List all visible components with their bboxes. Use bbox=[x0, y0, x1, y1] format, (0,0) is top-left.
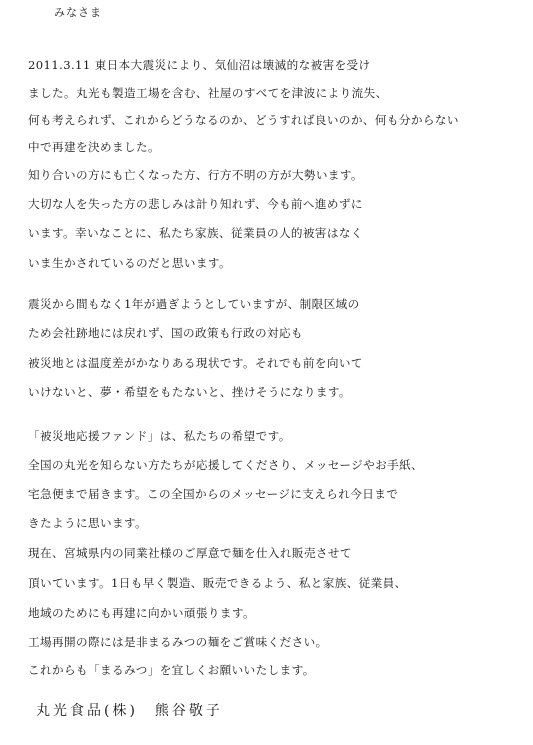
paragraph-3-line: 工場再開の際には是非まるみつの麺をご賞味ください。 bbox=[28, 635, 328, 649]
paragraph-1-line: 何も考えられず、これからどうなるのか、どうすれば良いのか、何も分からない bbox=[28, 113, 459, 127]
paragraph-1-line: 知り合いの方にも亡くなった方、行方不明の方が大勢います。 bbox=[28, 168, 363, 182]
paragraph-3-line: 現在、宮城県内の同業社様のご厚意で麺を仕入れ販売させて bbox=[28, 546, 352, 560]
paragraph-2-line: 被災地とは温度差がかなりある現状です。それでも前を向いて bbox=[28, 356, 363, 370]
salutation: みなさま bbox=[54, 6, 102, 19]
paragraph-1-line: います。幸いなことに、私たち家族、従業員の人的被害はなく bbox=[28, 226, 363, 240]
paragraph-3-line: 頂いています。1日も早く製造、販売できるよう、私と家族、従業員、 bbox=[28, 576, 407, 590]
paragraph-2-line: ため会社跡地には戻れず、国の政策も行政の対応も bbox=[28, 326, 303, 340]
signature: 丸光食品(株) 熊谷敬子 bbox=[36, 703, 223, 719]
paragraph-3-line: きたように思います。 bbox=[28, 516, 148, 530]
paragraph-3-line: 全国の丸光を知らない方たちが応援してくださり、メッセージやお手紙、 bbox=[28, 458, 424, 472]
paragraph-3-line: これからも「まるみつ」を宜しくお願いいたします。 bbox=[28, 663, 315, 677]
paragraph-2-line: いけないと、夢・希望をもたないと、挫けそうになります。 bbox=[28, 385, 351, 399]
paragraph-3-line: 宅急便まで届きます。この全国からのメッセージに支えられ今日まで bbox=[28, 487, 399, 501]
paragraph-3-line: 「被災地応援ファンド」は、私たちの希望です。 bbox=[28, 429, 291, 443]
paragraph-1-line: ました。丸光も製造工場を含む、社屋のすべてを津波により流失、 bbox=[28, 86, 388, 100]
paragraph-1-line: 中で再建を決めました。 bbox=[28, 140, 160, 154]
paragraph-3-line: 地域のためにも再建に向かい頑張ります。 bbox=[28, 606, 255, 620]
paragraph-1-line: 大切な人を失った方の悲しみは計り知れず、今も前へ進めずに bbox=[28, 197, 363, 211]
paragraph-1-line: いま生かされているのだと思います。 bbox=[28, 256, 231, 270]
paragraph-1-line: 2011.3.11 東日本大震災により、気仙沼は壊滅的な被害を受け bbox=[28, 58, 371, 72]
paragraph-2-line: 震災から間もなく1年が過ぎようとしていますが、制限区域の bbox=[28, 297, 360, 311]
